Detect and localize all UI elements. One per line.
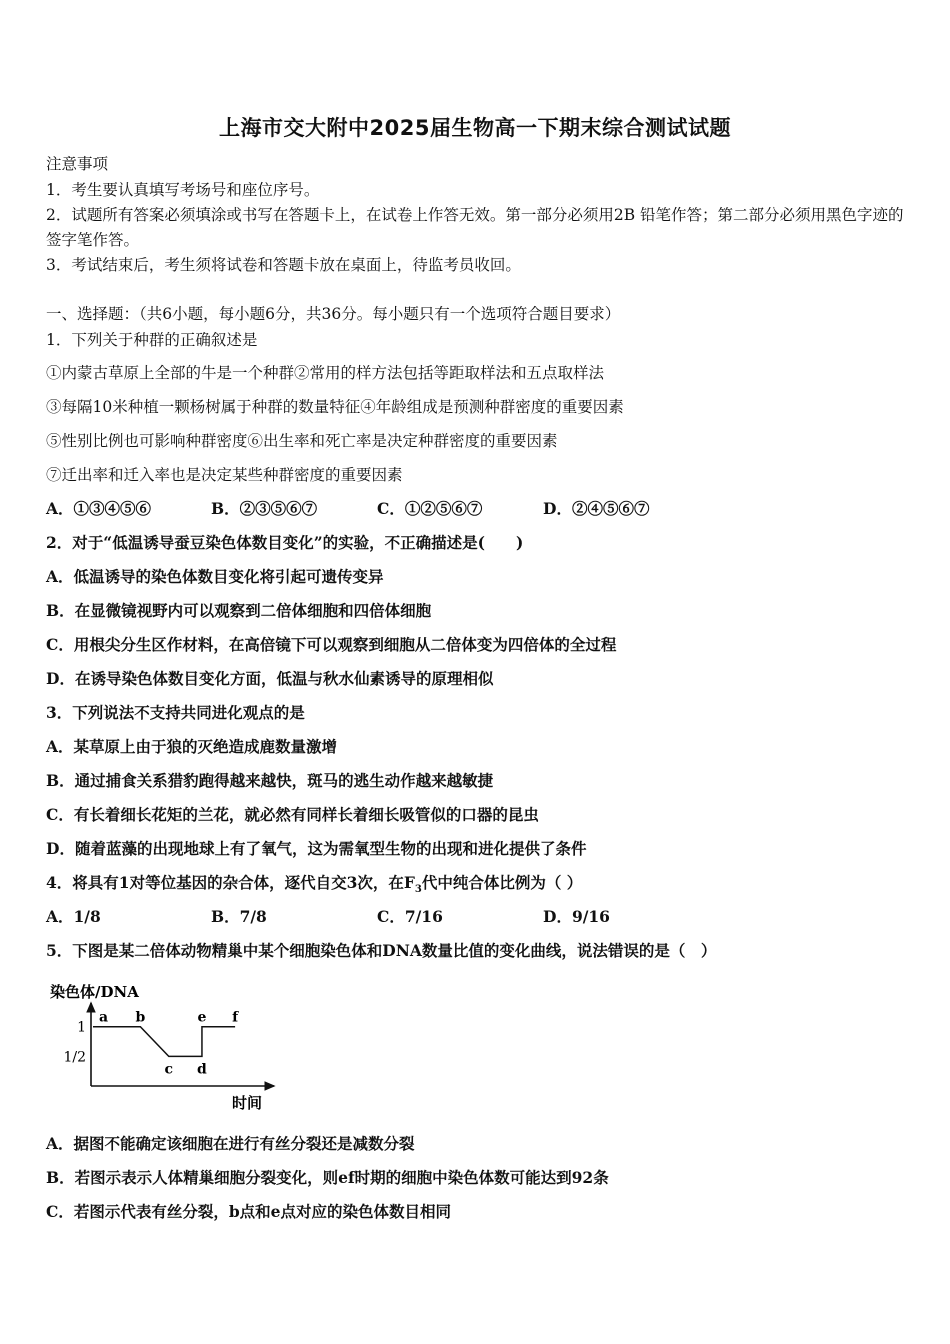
chart-point-label: c [164,1061,174,1078]
chart-point-label: a [99,1009,109,1026]
q2-option-b[interactable]: B．在显微镜视野内可以观察到二倍体细胞和四倍体细胞 [46,601,432,620]
q5-option-b[interactable]: B．若图示表示人体精巢细胞分裂变化，则ef时期的细胞中染色体数可能达到92条 [46,1168,609,1187]
chart-point-label: b [135,1009,146,1026]
q5-stem: 5．下图是某二倍体动物精巢中某个细胞染色体和DNA数量比值的变化曲线，说法错误的是（ ） [46,941,717,960]
q1-statement-1: ①内蒙古草原上全部的牛是一个种群②常用的样方法包括等距取样法和五点取样法 [46,364,605,382]
q5-option-c[interactable]: C．若图示代表有丝分裂，b点和e点对应的染色体数目相同 [46,1202,452,1221]
notice-item-1: 1．考生要认真填写考场号和座位序号。 [46,181,320,199]
q4-stem [46,871,582,895]
q2-option-a[interactable]: A．低温诱导的染色体数目变化将引起可遗传变异 [46,567,384,586]
q4-stem-post: 代中纯合体比例为（ ） [421,873,583,892]
chart-point-label: d [197,1061,207,1078]
q1-option-b[interactable]: B．②③⑤⑥⑦ [211,499,318,518]
chart-point-label: e [197,1009,207,1026]
q1-option-c[interactable]: C．①②⑤⑥⑦ [377,499,483,518]
q2-stem: 2．对于“低温诱导蚕豆染色体数目变化”的实验，不正确描述是( ) [46,533,524,552]
q3-option-b[interactable]: B．通过捕食关系猎豹跑得越来越快，斑马的逃生动作越来越敏捷 [46,771,494,790]
q2-option-d[interactable]: D．在诱导染色体数目变化方面，低温与秋水仙素诱导的原理相似 [46,669,494,688]
q3-stem: 3．下列说法不支持共同进化观点的是 [46,703,305,722]
notice-item-2: 2．试题所有答案必须填涂或书写在答题卡上，在试卷上作答无效。第一部分必须用2B 铅笔作答；第二部分必须用黑色字迹的签字笔作答。 [46,206,904,249]
q1-stem: 1．下列关于种群的正确叙述是 [46,331,258,349]
q5-chart [46,975,286,1115]
q4-option-b[interactable]: B．7/8 [211,907,267,926]
q4-option-c[interactable]: C．7/16 [377,907,443,926]
q1-statement-3: ⑤性别比例也可影响种群密度⑥出生率和死亡率是决定种群密度的重要因素 [46,432,558,450]
q3-option-a[interactable]: A．某草原上由于狼的灭绝造成鹿数量激增 [46,737,338,756]
notice-heading: 注意事项 [46,155,109,173]
q3-option-c[interactable]: C．有长着细长花矩的兰花，就必然有同样长着细长吸管似的口器的昆虫 [46,805,539,824]
q1-statement-2: ③每隔10米种植一颗杨树属于种群的数量特征④年龄组成是预测种群密度的重要因素 [46,398,624,416]
chart-ytick-label: 1 [77,1019,86,1036]
q1-statement-4: ⑦迁出率和迁入率也是决定某些种群密度的重要因素 [46,466,403,484]
q2-option-c[interactable]: C．用根尖分生区作材料，在高倍镜下可以观察到细胞从二倍体变为四倍体的全过程 [46,635,617,654]
q1-option-a[interactable]: A．①③④⑤⑥ [46,499,152,518]
notice-item-3: 3．考试结束后，考生须将试卷和答题卡放在桌面上，待监考员收回。 [46,256,521,274]
q1-option-d[interactable]: D．②④⑤⑥⑦ [543,499,650,518]
section-heading: 一、选择题：（共6小题，每小题6分，共36分。每小题只有一个选项符合题目要求） [46,305,621,323]
q4-stem-sub: 3 [414,884,422,896]
q3-option-d[interactable]: D．随着蓝藻的出现地球上有了氧气，这为需氧型生物的出现和进化提供了条件 [46,839,587,858]
q5-option-a[interactable]: A．据图不能确定该细胞在进行有丝分裂还是减数分裂 [46,1134,415,1153]
chart-xlabel: 时间 [232,1094,263,1112]
chart-ytick-label: 1/2 [63,1049,86,1066]
page-title: 上海市交大附中2025届生物高一下期末综合测试试题 [219,116,731,140]
chart-series-line [93,1027,235,1057]
q4-option-a[interactable]: A．1/8 [46,907,101,926]
q4-option-d[interactable]: D．9/16 [543,907,610,926]
chart-point-label: f [232,1009,239,1026]
chart-ylabel: 染色体/DNA [50,983,139,1001]
q4-stem-pre: 4．将具有1对等位基因的杂合体，逐代自交3次，在F [46,873,415,892]
